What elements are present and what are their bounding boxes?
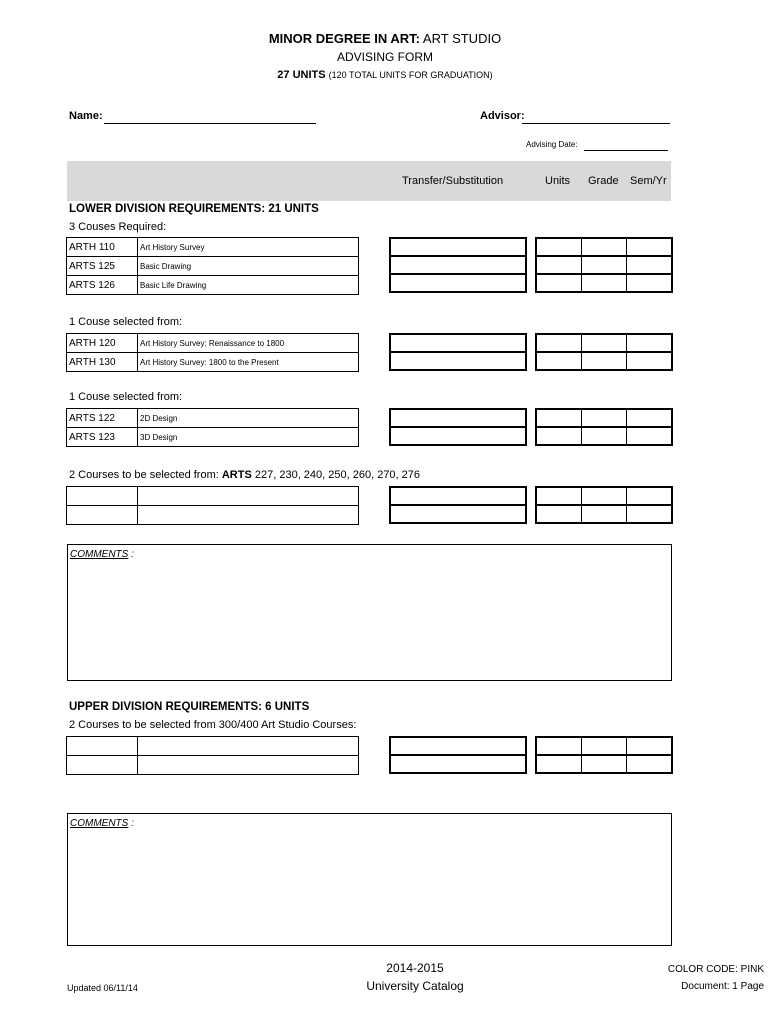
group4-ugs-table <box>535 486 673 524</box>
group3-transfer-table <box>389 408 527 446</box>
course-name: Basic Life Drawing <box>138 276 359 295</box>
course-code: ARTS 122 <box>67 409 138 428</box>
grade-input[interactable] <box>582 256 627 274</box>
course-code: ARTS 125 <box>67 257 138 276</box>
units-input[interactable] <box>536 755 582 773</box>
course-name: 2D Design <box>138 409 359 428</box>
units-line <box>0 69 770 81</box>
semyr-input[interactable] <box>627 427 673 445</box>
transfer-input[interactable] <box>390 409 526 427</box>
table-row <box>67 334 359 353</box>
table-row <box>67 257 359 276</box>
advisor-field[interactable] <box>522 122 670 124</box>
transfer-input[interactable] <box>390 505 526 523</box>
semyr-input[interactable] <box>627 352 673 370</box>
grade-input[interactable] <box>582 352 627 370</box>
advisor-label: Advisor: <box>480 110 525 122</box>
course-code-input[interactable] <box>67 506 138 525</box>
catalog-name: University Catalog <box>366 979 464 993</box>
units-input[interactable] <box>536 274 582 292</box>
col-units: Units <box>545 175 571 187</box>
semyr-input[interactable] <box>627 256 673 274</box>
grade-input[interactable] <box>582 334 627 352</box>
group4-note-suffix: 227, 230, 240, 250, 260, 270, 276 <box>254 469 421 481</box>
upper-course-table <box>66 736 359 775</box>
course-name: Art History Survey: 1800 to the Present <box>138 353 359 372</box>
upper-transfer-table <box>389 736 527 774</box>
units-input[interactable] <box>536 487 582 505</box>
transfer-input[interactable] <box>390 274 526 292</box>
units-input[interactable] <box>536 256 582 274</box>
transfer-input[interactable] <box>390 238 526 256</box>
group3-ugs-table <box>535 408 673 446</box>
table-row <box>67 506 359 525</box>
group2-transfer-table <box>389 333 527 371</box>
course-code-input[interactable] <box>67 737 138 756</box>
group4-transfer-table <box>389 486 527 524</box>
course-name: Art History Survey: Renaissance to 1800 <box>138 334 359 353</box>
transfer-input[interactable] <box>390 737 526 755</box>
col-transfer: Transfer/Substitution <box>402 175 504 187</box>
table-row <box>67 238 359 257</box>
transfer-input[interactable] <box>390 427 526 445</box>
upper-note: 2 Courses to be selected from 300/400 Art Studio Courses: <box>69 719 357 731</box>
col-grade: Grade <box>588 175 619 187</box>
col-semyr: Sem/Yr <box>630 175 667 187</box>
transfer-input[interactable] <box>390 334 526 352</box>
units-note: (120 TOTAL UNITS FOR GRADUATION) <box>328 70 493 80</box>
semyr-input[interactable] <box>627 409 673 427</box>
group4-course-table <box>66 486 359 525</box>
title-bold: MINOR DEGREE IN ART: <box>268 31 421 46</box>
units-input[interactable] <box>536 238 582 256</box>
transfer-input[interactable] <box>390 256 526 274</box>
group3-note: 1 Couse selected from: <box>69 391 183 403</box>
semyr-input[interactable] <box>627 755 673 773</box>
upper-division-heading: UPPER DIVISION REQUIREMENTS: 6 UNITS <box>69 701 310 713</box>
lower-comments-label <box>70 549 134 560</box>
group4-note-prefix: 2 Courses to be selected from: <box>69 469 219 481</box>
lower-division-heading: LOWER DIVISION REQUIREMENTS: 21 UNITS <box>69 203 319 215</box>
grade-input[interactable] <box>582 238 627 256</box>
group4-note <box>69 469 420 481</box>
name-label: Name: <box>69 110 103 122</box>
table-row <box>67 487 359 506</box>
units-input[interactable] <box>536 427 582 445</box>
document-pages: Document: 1 Page <box>681 981 764 992</box>
comments-label-text: COMMENTS <box>70 549 129 560</box>
units-input[interactable] <box>536 409 582 427</box>
grade-input[interactable] <box>582 755 627 773</box>
transfer-input[interactable] <box>390 755 526 773</box>
advising-date-label: Advising Date: <box>526 140 578 149</box>
units-input[interactable] <box>536 737 582 755</box>
semyr-input[interactable] <box>627 334 673 352</box>
course-code-input[interactable] <box>67 756 138 775</box>
group2-course-table <box>66 333 359 372</box>
group1-course-table <box>66 237 359 295</box>
semyr-input[interactable] <box>627 487 673 505</box>
course-code: ARTH 130 <box>67 353 138 372</box>
group1-note: 3 Couses Required: <box>69 221 167 233</box>
units-input[interactable] <box>536 334 582 352</box>
group1-transfer-table <box>389 237 527 293</box>
course-name: Basic Drawing <box>138 257 359 276</box>
grade-input[interactable] <box>582 409 627 427</box>
catalog-year: 2014-2015 <box>386 961 444 975</box>
upper-comments-box[interactable] <box>67 813 672 946</box>
course-code: ARTS 126 <box>67 276 138 295</box>
comments-colon: : <box>128 818 134 829</box>
upper-comments-label <box>70 818 134 829</box>
semyr-input[interactable] <box>627 238 673 256</box>
comments-label-text: COMMENTS <box>70 818 129 829</box>
course-name-input[interactable] <box>138 756 359 775</box>
transfer-input[interactable] <box>390 352 526 370</box>
course-name: Art History Survey <box>138 238 359 257</box>
semyr-input[interactable] <box>627 737 673 755</box>
grade-input[interactable] <box>582 487 627 505</box>
course-code-input[interactable] <box>67 487 138 506</box>
course-code: ARTS 123 <box>67 428 138 447</box>
grade-input[interactable] <box>582 427 627 445</box>
course-name-input[interactable] <box>138 506 359 525</box>
transfer-input[interactable] <box>390 487 526 505</box>
course-name: 3D Design <box>138 428 359 447</box>
name-field[interactable] <box>104 122 316 124</box>
title-rest: ART STUDIO <box>422 31 502 46</box>
grade-input[interactable] <box>582 737 627 755</box>
course-code: ARTH 110 <box>67 238 138 257</box>
group1-ugs-table <box>535 237 673 293</box>
advising-date-field[interactable] <box>584 149 668 151</box>
color-code: COLOR CODE: PINK <box>667 964 764 975</box>
form-title <box>0 31 770 46</box>
group2-ugs-table <box>535 333 673 371</box>
grade-input[interactable] <box>582 505 627 523</box>
lower-comments-box[interactable] <box>67 544 672 681</box>
updated-date: Updated 06/11/14 <box>67 983 138 993</box>
course-code: ARTH 120 <box>67 334 138 353</box>
units-input[interactable] <box>536 352 582 370</box>
table-row <box>67 276 359 295</box>
course-name-input[interactable] <box>138 487 359 506</box>
comments-colon: : <box>128 549 134 560</box>
group3-course-table <box>66 408 359 447</box>
table-row <box>67 409 359 428</box>
table-row <box>67 737 359 756</box>
column-header-bar <box>67 161 671 201</box>
group4-note-bold: ARTS <box>221 469 252 481</box>
grade-input[interactable] <box>582 274 627 292</box>
upper-ugs-table <box>535 736 673 774</box>
semyr-input[interactable] <box>627 505 673 523</box>
units-bold: 27 UNITS <box>277 69 326 81</box>
course-name-input[interactable] <box>138 737 359 756</box>
table-row <box>67 353 359 372</box>
group2-note: 1 Couse selected from: <box>69 316 183 328</box>
table-row <box>67 428 359 447</box>
units-input[interactable] <box>536 505 582 523</box>
form-subtitle: ADVISING FORM <box>336 50 433 64</box>
semyr-input[interactable] <box>627 274 673 292</box>
table-row <box>67 756 359 775</box>
